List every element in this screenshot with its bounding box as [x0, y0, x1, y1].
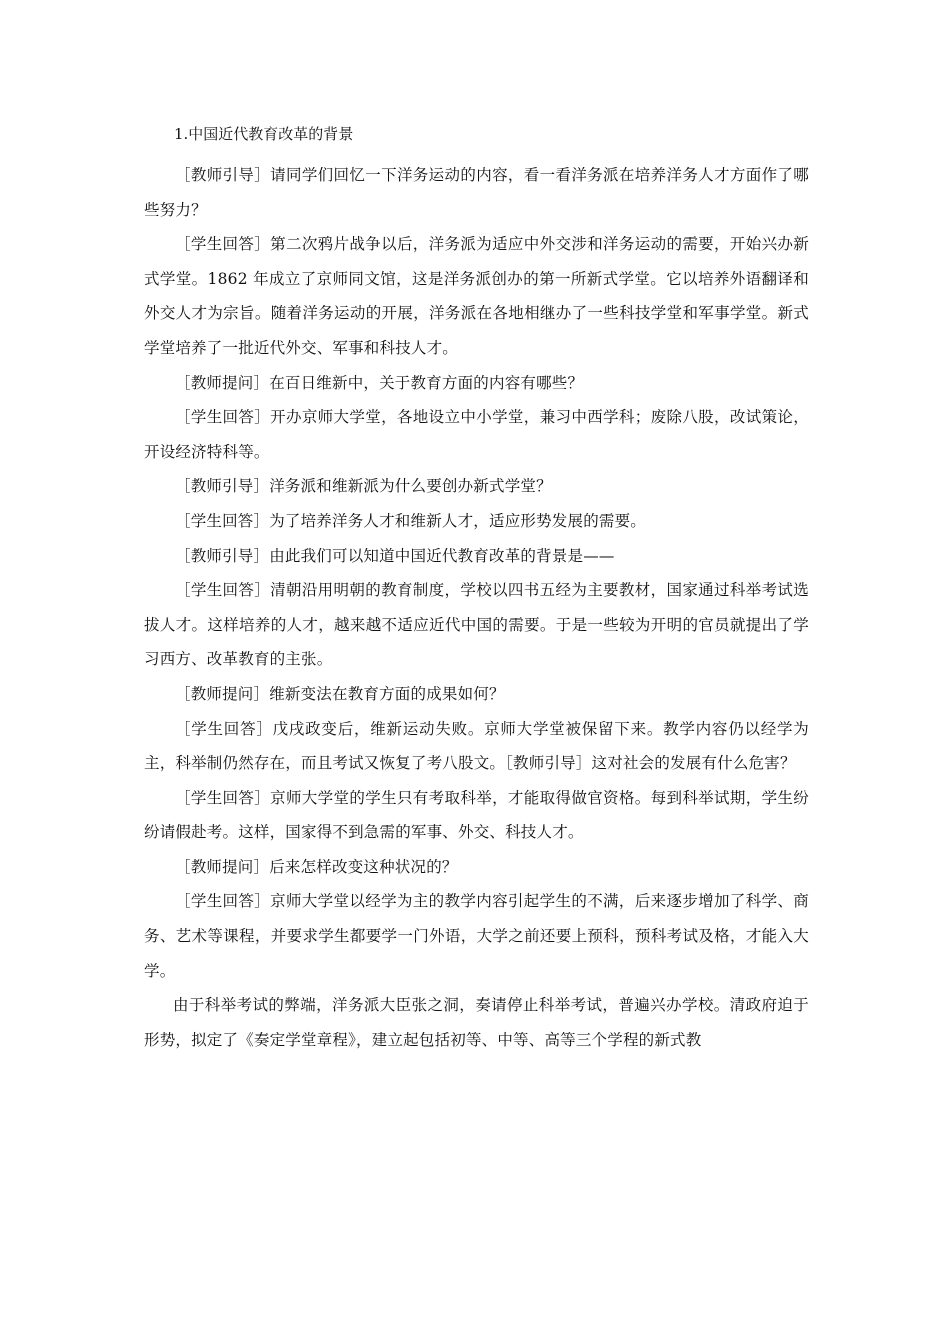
paragraph-student-answer-5: ［学生回答］戊戌政变后，维新运动失败。京师大学堂被保留下来。教学内容仍以经学为主，科举制仍然存在，而且考试又恢复了考八股文。［教师引导］这对社会的发展有什么危害？: [144, 719, 809, 773]
paragraph-teacher-question-2: ［教师提问］维新变法在教育方面的成果如何？: [175, 684, 505, 703]
section-heading: 1.中国近代教育改革的背景: [174, 125, 354, 143]
paragraph-student-answer-6: ［学生回答］京师大学堂的学生只有考取科举，才能取得做官资格。每到科举试期，学生纷纷请假赴考。这样，国家得不到急需的军事、外交、科技人才。: [144, 788, 809, 842]
paragraph-student-answer-4: ［学生回答］清朝沿用明朝的教育制度，学校以四书五经为主要教材，国家通过科举考试选拔人才。这样培养的人才，越来越不适应近代中国的需要。于是一些较为开明的官员就提出了学习西方、改革教育的主张。: [144, 581, 809, 669]
paragraph-student-answer-7: ［学生回答］京师大学堂以经学为主的教学内容引起学生的不满，后来逐步增加了科学、商务、艺术等课程，并要求学生都要学一门外语，大学之前还要上预科，预科考试及格，才能入大学。: [144, 892, 809, 980]
paragraph-student-answer-2: ［学生回答］开办京师大学堂，各地设立中小学堂，兼习中西学科；废除八股，改试策论，开设经济特科等。: [144, 408, 809, 461]
paragraph-student-answer-1: ［学生回答］第二次鸦片战争以后，洋务派为适应中外交涉和洋务运动的需要，开始兴办新式学堂。1862 年成立了京师同文馆，这是洋务派创办的第一所新式学堂。它以培养外语翻译和外交人才为宗旨。随着洋务运动的开展，洋务派在各地相继办了一些科技学堂和军事学堂。新式学堂培养了一批近代外交、军事和科技人才。: [144, 235, 809, 357]
paragraph-teacher-question-1: ［教师提问］在百日维新中，关于教育方面的内容有哪些？: [175, 373, 584, 392]
paragraph-teacher-guide-3: ［教师引导］由此我们可以知道中国近代教育改革的背景是——: [175, 546, 615, 565]
paragraph-teacher-guide-1: ［教师引导］请同学们回忆一下洋务运动的内容，看一看洋务派在培养洋务人才方面作了哪些努力？: [144, 166, 809, 219]
document-page: [144, 124, 809, 1057]
paragraph-teacher-question-3: ［教师提问］后来怎样改变这种状况的？: [175, 857, 458, 876]
paragraph-teacher-guide-2: ［教师引导］洋务派和维新派为什么要创办新式学堂？: [175, 477, 552, 496]
paragraph-narrative: 由于科举考试的弊端，洋务派大臣张之洞，奏请停止科举考试，普遍兴办学校。清政府迫于形势，拟定了《奏定学堂章程》，建立起包括初等、中等、高等三个学程的新式教: [144, 996, 809, 1049]
paragraph-student-answer-3: ［学生回答］为了培养洋务人才和维新人才，适应形势发展的需要。: [175, 511, 647, 530]
